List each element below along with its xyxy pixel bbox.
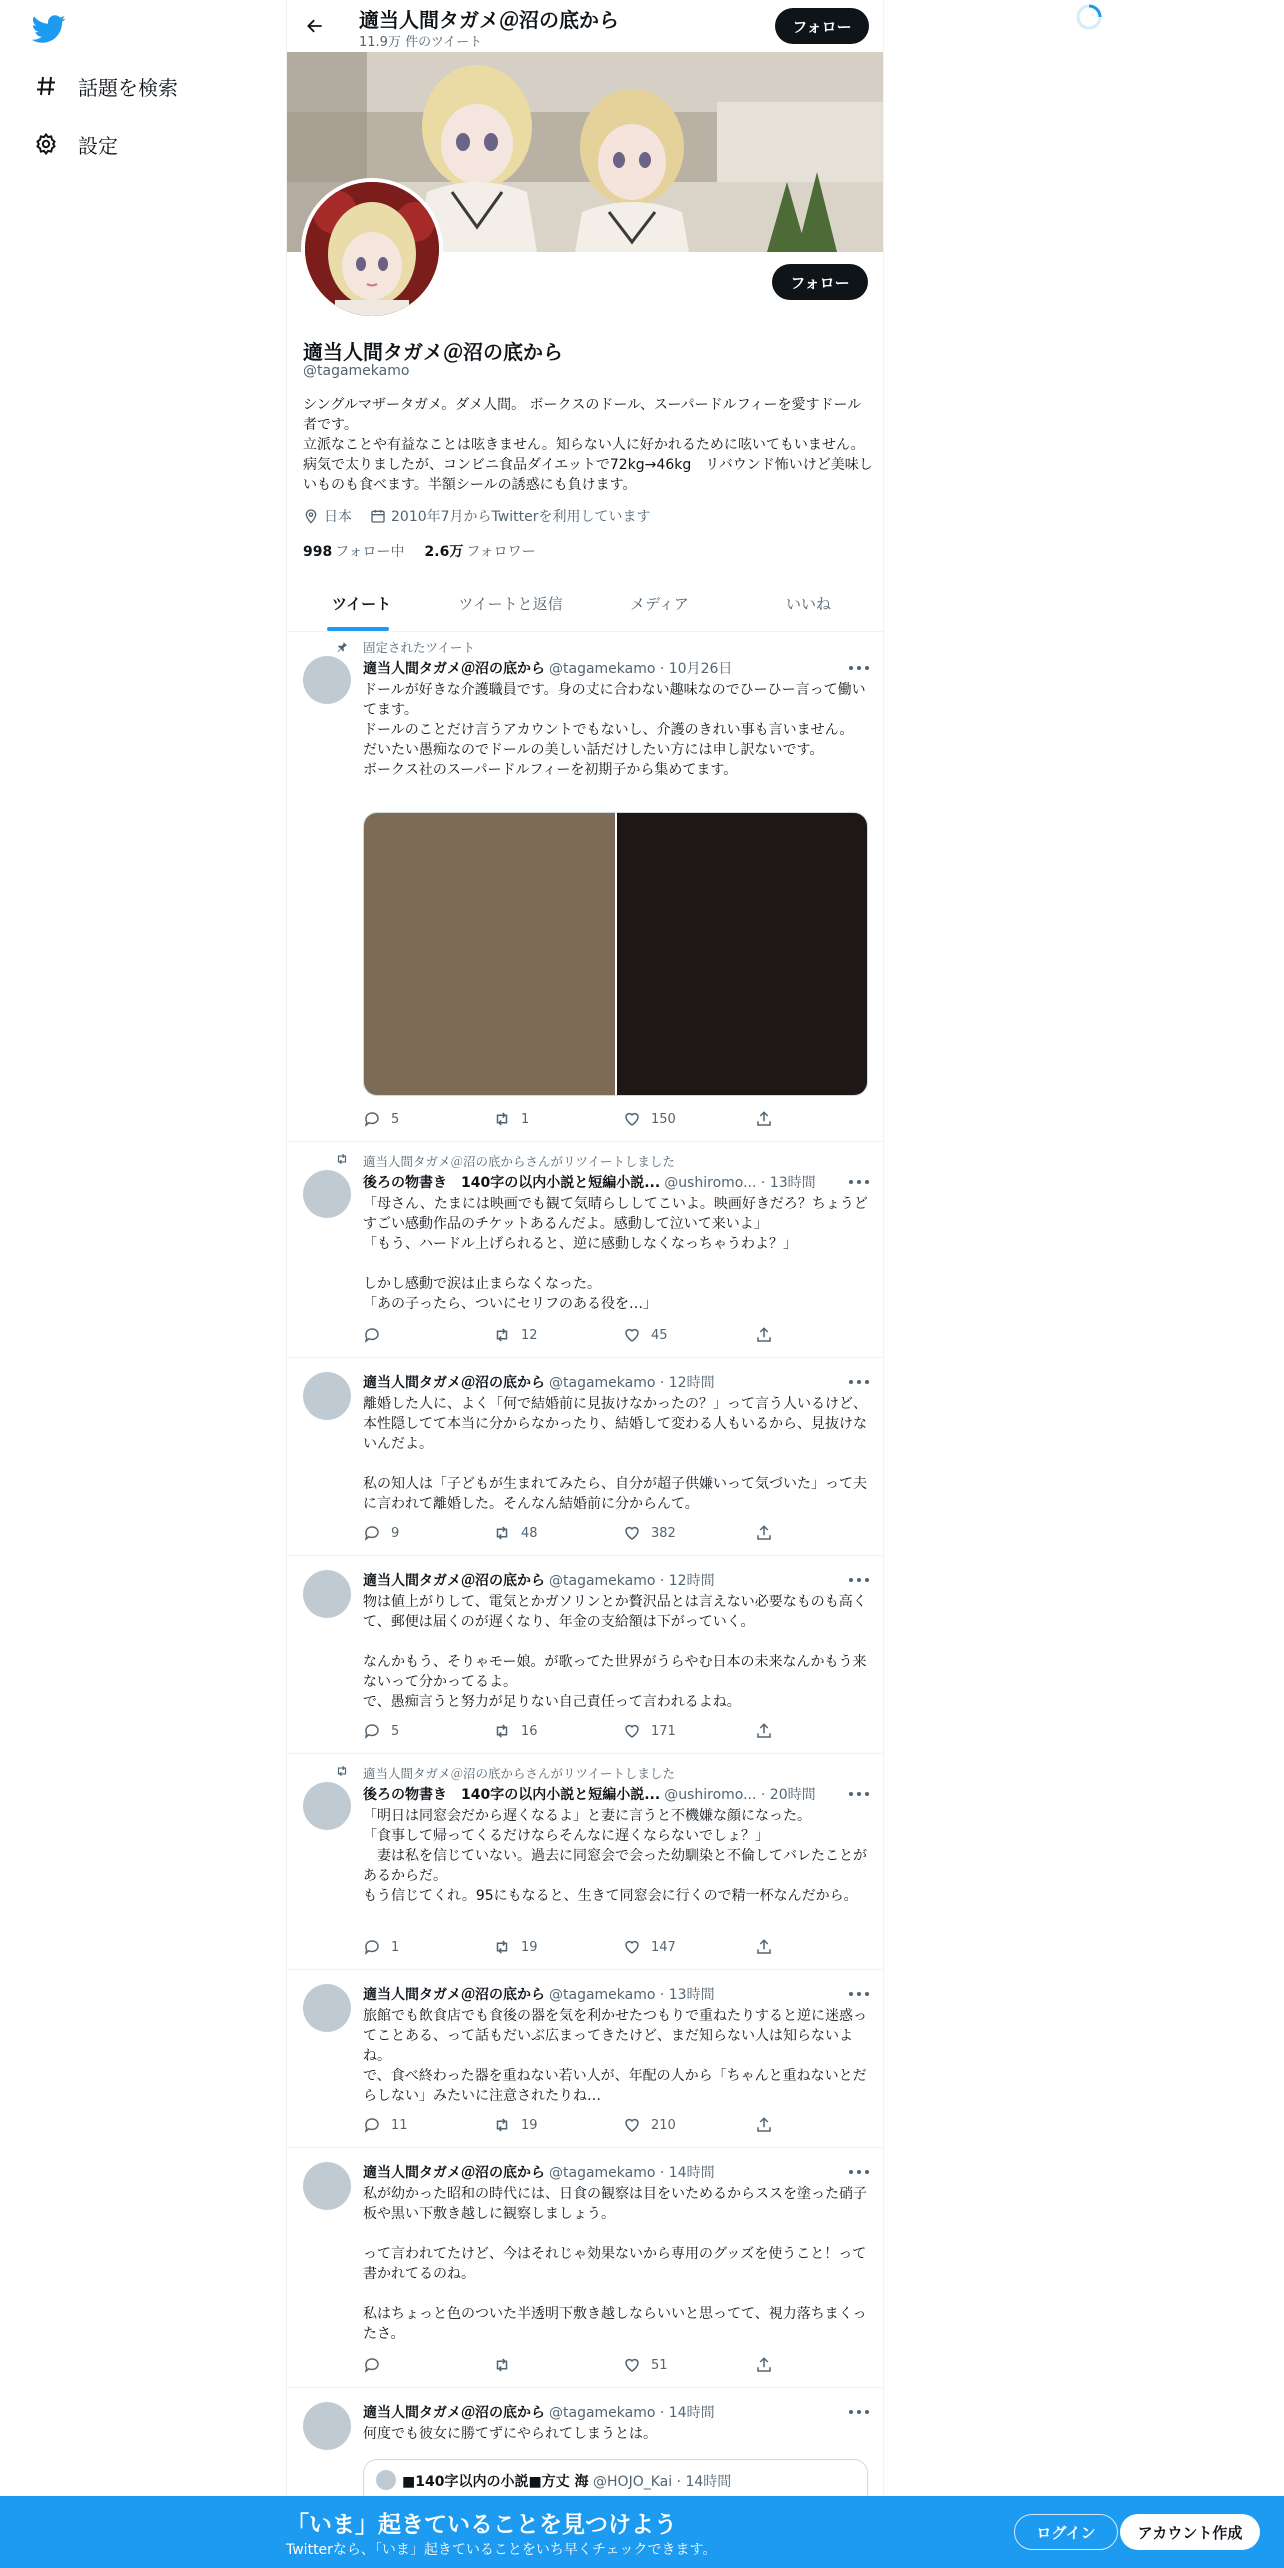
like-button[interactable] bbox=[623, 1524, 676, 1542]
retweet-icon bbox=[493, 2356, 511, 2374]
tweet-avatar[interactable] bbox=[303, 1782, 351, 1830]
tweet[interactable] bbox=[287, 1142, 883, 1358]
share-button[interactable] bbox=[755, 1524, 773, 1542]
retweet-count: 1 bbox=[521, 1111, 530, 1127]
reply-icon bbox=[363, 1524, 381, 1542]
heart-icon bbox=[623, 1722, 641, 1740]
share-button[interactable] bbox=[755, 1938, 773, 1956]
profile-location bbox=[303, 506, 352, 526]
retweet-count: 19 bbox=[521, 2117, 538, 2133]
quoted-header bbox=[402, 2471, 731, 2491]
left-navigation bbox=[0, 0, 286, 2568]
more-options-icon[interactable] bbox=[849, 1376, 869, 1388]
nav-explore[interactable] bbox=[32, 66, 178, 106]
tab-media[interactable]: メディア bbox=[630, 595, 689, 613]
retweet-icon bbox=[493, 1110, 511, 1128]
share-button[interactable] bbox=[755, 2116, 773, 2134]
retweet-icon bbox=[493, 1326, 511, 1344]
retweet-context[interactable]: 適当人間タガメ＠沼の底からさんがリツイートしました bbox=[363, 1154, 675, 1169]
tweet[interactable] bbox=[287, 1970, 883, 2148]
retweet-button[interactable] bbox=[493, 1110, 529, 1128]
tweet-actions bbox=[363, 1938, 803, 1958]
more-options-icon[interactable] bbox=[849, 1788, 869, 1800]
calendar-icon bbox=[370, 508, 386, 524]
tab-tweets[interactable]: ツイート bbox=[287, 576, 436, 631]
tweet-avatar[interactable] bbox=[303, 1570, 351, 1618]
followers-label: フォロワー bbox=[466, 544, 536, 560]
tweet-author-name[interactable]: 適当人間タガメ＠沼の底から bbox=[363, 661, 545, 677]
like-button[interactable] bbox=[623, 1722, 676, 1740]
retweet-button[interactable] bbox=[493, 1938, 538, 1956]
tweet-avatar[interactable] bbox=[303, 656, 351, 704]
nav-settings[interactable] bbox=[32, 124, 118, 164]
retweet-count: 16 bbox=[521, 1723, 538, 1739]
reply-button[interactable] bbox=[363, 2356, 391, 2374]
signup-banner bbox=[0, 2496, 1284, 2568]
nav-settings-label: 設定 bbox=[78, 133, 118, 158]
share-icon bbox=[755, 1326, 773, 1344]
tweet-avatar[interactable] bbox=[303, 2402, 351, 2450]
tweet-avatar[interactable] bbox=[303, 1170, 351, 1218]
like-count: 171 bbox=[651, 1723, 676, 1739]
tweet-header bbox=[363, 1372, 863, 1392]
retweet-context[interactable]: 適当人間タガメ＠沼の底からさんがリツイートしました bbox=[363, 1766, 675, 1781]
location-text: 日本 bbox=[324, 509, 352, 525]
share-icon bbox=[755, 2116, 773, 2134]
signup-button[interactable]: アカウント作成 bbox=[1120, 2514, 1260, 2550]
share-icon bbox=[755, 1722, 773, 1740]
gear-icon bbox=[32, 130, 60, 158]
tweet-header bbox=[363, 1172, 863, 1192]
retweet-button[interactable] bbox=[493, 1326, 538, 1344]
tweet-meta[interactable]: @tagamekamo · 14時間 bbox=[549, 2405, 715, 2421]
tweet-avatar[interactable] bbox=[303, 1372, 351, 1420]
pinned-label: 固定されたツイート bbox=[363, 640, 475, 655]
tweet-text: 何度でも彼女に勝てずにやられてしまうとは。 bbox=[363, 2426, 657, 2442]
followers-count: 2.6万 bbox=[424, 544, 464, 560]
tweet-actions bbox=[363, 1326, 803, 1346]
tweet-meta[interactable]: @tagamekamo · 14時間 bbox=[549, 2165, 715, 2181]
header-follow-button[interactable]: フォロー bbox=[775, 8, 869, 44]
tweet-actions bbox=[363, 1722, 803, 1742]
retweet-count: 48 bbox=[521, 1525, 538, 1541]
retweet-icon bbox=[493, 2116, 511, 2134]
reply-icon bbox=[363, 1722, 381, 1740]
tab-tweets-and-replies[interactable]: ツイートと返信 bbox=[458, 595, 563, 613]
like-count: 150 bbox=[651, 1111, 676, 1127]
share-icon bbox=[755, 2356, 773, 2374]
profile-column bbox=[286, 0, 884, 2568]
tweet-header bbox=[363, 1784, 863, 1804]
back-arrow-icon[interactable] bbox=[301, 12, 329, 40]
tweet-avatar[interactable] bbox=[303, 2162, 351, 2210]
tweet-avatar[interactable] bbox=[303, 1984, 351, 2032]
login-button[interactable]: ログイン bbox=[1014, 2514, 1118, 2550]
retweet-icon bbox=[493, 1722, 511, 1740]
reply-button[interactable] bbox=[363, 2116, 408, 2134]
joined-text: 2010年7月からTwitterを利用しています bbox=[391, 509, 651, 525]
share-icon bbox=[755, 1524, 773, 1542]
tweet-author-name[interactable]: 適当人間タガメ＠沼の底から bbox=[363, 1987, 545, 2003]
tweet-actions bbox=[363, 1524, 803, 1544]
nav-explore-label: 話題を検索 bbox=[78, 75, 178, 100]
loading-spinner-icon bbox=[1074, 2, 1104, 32]
tweet-meta[interactable]: @ushiromo... · 20時間 bbox=[664, 1787, 816, 1803]
share-button[interactable] bbox=[755, 1110, 773, 1128]
reply-icon bbox=[363, 1110, 381, 1128]
reply-icon bbox=[363, 1326, 381, 1344]
tweet-author-name[interactable]: 適当人間タガメ＠沼の底から bbox=[363, 2405, 545, 2421]
profile-name: 適当人間タガメ＠沼の底から bbox=[303, 340, 563, 364]
tweet-header bbox=[363, 658, 863, 678]
more-options-icon[interactable] bbox=[849, 662, 869, 674]
tweet-text: 「母さん、たまには映画でも観て気晴らししてこいよ。映画好きだろ？ちょうどすごい感動作品のチケットあるんだよ。感動して泣いて来いよ」 「もう、ハードル上げられると、逆に感動しなくなっちゃうわよ？」 しかし感動で涙は止まらなくなった。 「あの子ったら、ついにセリフのある役を…」 bbox=[363, 1196, 868, 1312]
like-count: 382 bbox=[651, 1525, 676, 1541]
tweet-actions bbox=[363, 2116, 803, 2136]
like-button[interactable] bbox=[623, 2116, 676, 2134]
heart-icon bbox=[623, 1938, 641, 1956]
following-link[interactable] bbox=[303, 541, 405, 561]
tweet-text: 物は値上がりして、電気とかガソリンとか贅沢品とは言えない必要なものも高くて、郵便は届くのが遅くなり、年金の支給額は下がっていく。 なんかもう、そりゃモー娘。が歌ってた世界がうらやむ日本の未来なんかもう来ないって分かってるよ。 で、愚痴言うと努力が足りない自己責任って言われるよね。 bbox=[363, 1594, 867, 1710]
reply-count: 11 bbox=[391, 2117, 408, 2133]
tweet-author-name[interactable]: 後ろの物書き 140字の以内小説と短編小説... bbox=[363, 1175, 661, 1191]
retweet-button[interactable] bbox=[493, 2116, 538, 2134]
more-options-icon[interactable] bbox=[849, 1574, 869, 1586]
twitter-bird-icon[interactable] bbox=[32, 12, 66, 46]
quoted-avatar bbox=[376, 2470, 396, 2490]
tweet-header bbox=[363, 1570, 863, 1590]
reply-icon bbox=[363, 1938, 381, 1956]
reply-count: 5 bbox=[391, 1111, 400, 1127]
tweet-header bbox=[363, 2402, 863, 2422]
profile-tabs bbox=[287, 576, 883, 632]
like-button[interactable] bbox=[623, 1110, 676, 1128]
tweet-meta[interactable]: @tagamekamo · 10月26日 bbox=[549, 661, 733, 677]
like-count: 45 bbox=[651, 1327, 668, 1343]
reply-count: 1 bbox=[391, 1939, 400, 1955]
tweet-media[interactable] bbox=[363, 812, 868, 1096]
tweet-meta[interactable]: @tagamekamo · 13時間 bbox=[549, 1987, 715, 2003]
tweet-author-name[interactable]: 適当人間タガメ＠沼の底から bbox=[363, 1573, 545, 1589]
reply-count: 5 bbox=[391, 1723, 400, 1739]
followers-link[interactable] bbox=[425, 541, 536, 561]
tweet-text: ドールが好きな介護職員です。身の丈に合わない趣味なのでひーひー言って働いてます。 ドールのことだけ言うアカウントでもないし、介護のきれい事も言いません。 だいたい愚痴なのでドールの美しい話だけしたい方には申し訳ないです。 ボークス社のスーパードルフィーを初期子から集めてます。 bbox=[363, 682, 866, 778]
tweet-header bbox=[363, 2162, 863, 2182]
heart-icon bbox=[623, 1524, 641, 1542]
tweet-text: 私が幼かった昭和の時代には、日食の観察は目をいためるからススを塗った硝子板や黒い下敷き越しに観察しましょう。 って言われてたけど、今はそれじゃ効果ないから専用のグッズを使うこと！って書かれてるのね。 私はちょっと色のついた半透明下敷き越しならいいと思ってて、視力落ちまくったさ。 bbox=[363, 2186, 867, 2342]
tweet-actions bbox=[363, 1110, 803, 1130]
retweet-icon bbox=[493, 1938, 511, 1956]
reply-button[interactable] bbox=[363, 1110, 399, 1128]
like-count: 51 bbox=[651, 2357, 668, 2373]
heart-icon bbox=[623, 2356, 641, 2374]
more-options-icon[interactable] bbox=[849, 1176, 869, 1188]
tweet[interactable] bbox=[287, 632, 883, 1142]
tweet-actions bbox=[363, 2356, 803, 2376]
quoted-meta: @HOJO_Kai · 14時間 bbox=[593, 2474, 732, 2490]
following-label: フォロー中 bbox=[335, 544, 405, 560]
hashtag-icon bbox=[32, 72, 60, 100]
retweet-count: 12 bbox=[521, 1327, 538, 1343]
more-options-icon[interactable] bbox=[849, 1988, 869, 2000]
tweet-author-name[interactable]: 適当人間タガメ＠沼の底から bbox=[363, 2165, 545, 2181]
media-image-2[interactable] bbox=[615, 813, 868, 1095]
retweet-context-icon bbox=[333, 1764, 351, 1778]
retweet-button[interactable] bbox=[493, 1524, 538, 1542]
pin-icon bbox=[333, 640, 351, 654]
like-count: 210 bbox=[651, 2117, 676, 2133]
reply-button[interactable] bbox=[363, 1326, 391, 1344]
like-count: 147 bbox=[651, 1939, 676, 1955]
signup-banner-title: 「いま」起きていることを見つけよう bbox=[286, 2512, 677, 2538]
reply-button[interactable] bbox=[363, 1722, 399, 1740]
tweet-author-name[interactable]: 後ろの物書き 140字の以内小説と短編小説... bbox=[363, 1787, 661, 1803]
profile-follow-button[interactable]: フォロー bbox=[772, 264, 868, 300]
profile-avatar[interactable] bbox=[301, 178, 443, 320]
signup-banner-subtitle: Twitterなら、「いま」起きていることをいち早くチェックできます。 bbox=[286, 2542, 717, 2558]
tweet-text: 離婚した人に、よく「何で結婚前に見抜けなかったの？」って言う人いるけど、本性隠してて本当に分からなかったり、結婚して変わる人もいるから、見抜けないんだよ。 私の知人は「子どもが生まれてみたら、自分が超子供嫌いって気づいた」って夫に言われて離婚した。そんなん結婚前に分からんて。 bbox=[363, 1396, 867, 1512]
location-pin-icon bbox=[303, 508, 319, 524]
tweet-text: 「明日は同窓会だから遅くなるよ」と妻に言うと不機嫌な顔になった。 「食事して帰ってくるだけならそんなに遅くならないでしょ？」 妻は私を信じていない。過去に同窓会で会った幼馴染と不倫してバレたことがあるからだ。 もう信じてくれ。95にもなると、生きて同窓会に行くので精一杯なんだから。 bbox=[363, 1808, 867, 1904]
heart-icon bbox=[623, 2116, 641, 2134]
header-title: 適当人間タガメ＠沼の底から bbox=[359, 8, 619, 32]
share-icon bbox=[755, 1938, 773, 1956]
reply-button[interactable] bbox=[363, 1938, 399, 1956]
more-options-icon[interactable] bbox=[849, 2166, 869, 2178]
heart-icon bbox=[623, 1110, 641, 1128]
share-button[interactable] bbox=[755, 1326, 773, 1344]
share-button[interactable] bbox=[755, 1722, 773, 1740]
retweet-context-icon bbox=[333, 1152, 351, 1166]
tweet[interactable] bbox=[287, 1358, 883, 1556]
retweet-button[interactable] bbox=[493, 2356, 521, 2374]
tweet-author-name[interactable]: 適当人間タガメ＠沼の底から bbox=[363, 1375, 545, 1391]
retweet-icon bbox=[493, 1524, 511, 1542]
tweet-text: 旅館でも飲食店でも食後の器を気を利かせたつもりで重ねたりすると逆に迷惑ってことある、って話もだいぶ広まってきたけど、まだ知らない人は知らないよね。 で、食べ終わった器を重ねない若い人が、年配の人から「ちゃんと重ねないとだらしない」みたいに注意されたりね… bbox=[363, 2008, 867, 2104]
follow-stats bbox=[303, 541, 536, 561]
quoted-author-name: ■140字以内の小説■方丈 海 bbox=[402, 2474, 589, 2490]
profile-meta bbox=[303, 506, 650, 526]
retweet-button[interactable] bbox=[493, 1722, 538, 1740]
reply-icon bbox=[363, 2116, 381, 2134]
profile-header-bar bbox=[287, 0, 883, 52]
profile-joined bbox=[370, 506, 650, 526]
like-button[interactable] bbox=[623, 1938, 676, 1956]
more-options-icon[interactable] bbox=[849, 2406, 869, 2418]
share-icon bbox=[755, 1110, 773, 1128]
like-button[interactable] bbox=[623, 1326, 668, 1344]
tweet-meta[interactable]: @tagamekamo · 12時間 bbox=[549, 1375, 715, 1391]
tab-likes[interactable]: いいね bbox=[785, 595, 831, 613]
reply-icon bbox=[363, 2356, 381, 2374]
tweet-meta[interactable]: @tagamekamo · 12時間 bbox=[549, 1573, 715, 1589]
tweet-count: 11.9万 件のツイート bbox=[359, 35, 483, 50]
reply-button[interactable] bbox=[363, 1524, 399, 1542]
profile-bio: シングルマザータガメ。ダメ人間。 ボークスのドール、スーパードルフィーを愛すドール者です。 立派なことや有益なことは呟きません。知らない人に好かれるために呟いてもいません。病気で太りましたが、コンビニ食品ダイエットで72kg→46kg リバウンド怖いけど美味しいものも食べます。半額シールの誘惑にも負けます。 bbox=[303, 397, 873, 493]
like-button[interactable] bbox=[623, 2356, 668, 2374]
tweet-header bbox=[363, 1984, 863, 2004]
heart-icon bbox=[623, 1326, 641, 1344]
tweet[interactable] bbox=[287, 1556, 883, 1754]
retweet-count: 19 bbox=[521, 1939, 538, 1955]
following-count: 998 bbox=[303, 544, 333, 560]
tweet-meta[interactable]: @ushiromo... · 13時間 bbox=[664, 1175, 816, 1191]
media-image-1[interactable] bbox=[364, 813, 615, 1095]
tweet[interactable] bbox=[287, 1754, 883, 1970]
share-button[interactable] bbox=[755, 2356, 773, 2374]
tweet[interactable] bbox=[287, 2148, 883, 2388]
reply-count: 9 bbox=[391, 1525, 400, 1541]
profile-handle: @tagamekamo bbox=[303, 363, 410, 379]
